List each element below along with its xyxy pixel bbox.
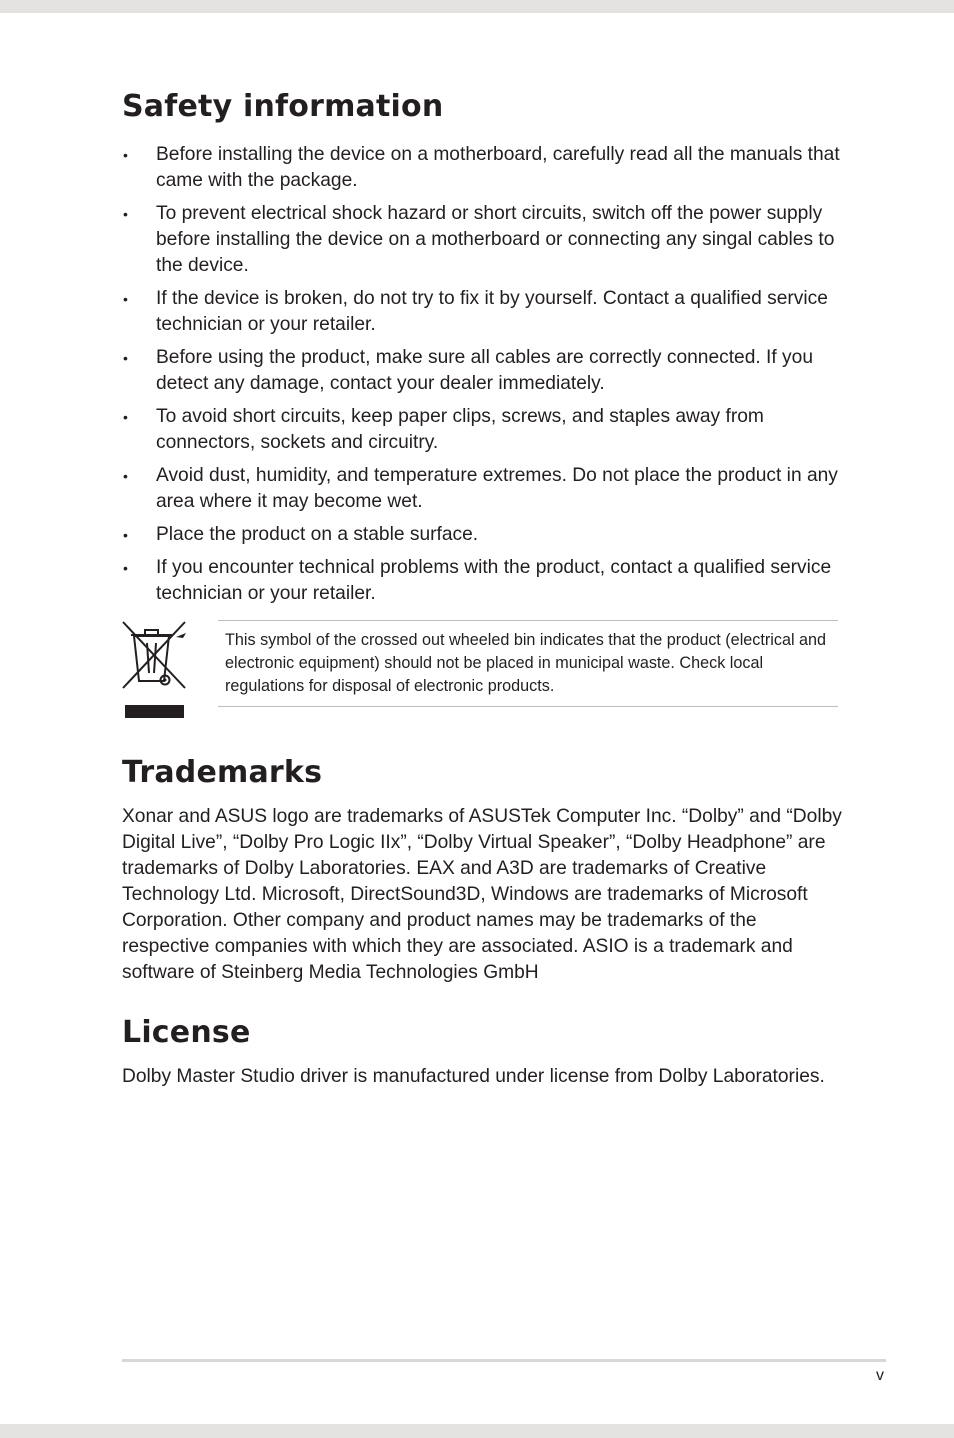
trademarks-heading: Trademarks [122,755,323,790]
weee-note-text: This symbol of the crossed out wheeled bin indicates that the product (electrical and electronic equipment) should not be placed in municipal waste. Check local regulations for disposal of electronic products. [225,631,827,695]
bullet-dot: • [123,206,128,222]
bullet-dot: • [123,147,128,163]
safety-bullet-text: If the device is broken, do not try to fix it by yourself. Contact a qualified service technician or your retailer. [156,288,828,335]
safety-bullet-item [122,345,842,397]
safety-information-heading: Safety information [122,89,444,124]
safety-bullet-item [122,142,842,194]
safety-bullet-text: Before installing the device on a motherboard, carefully read all the manuals that came with the package. [156,144,840,191]
bullet-dot: • [123,560,128,576]
safety-bullet-item [122,201,842,279]
bullet-dot: • [123,291,128,307]
bottom-band [0,1424,954,1438]
crossed-out-wheeled-bin-icon [120,619,188,721]
safety-bullet-text: Avoid dust, humidity, and temperature extremes. Do not place the product in any area where it may become wet. [156,465,838,512]
safety-bullet-text: Place the product on a stable surface. [156,524,479,545]
safety-bullet-text: If you encounter technical problems with the product, contact a qualified service technician or your retailer. [156,557,832,604]
bullet-dot: • [123,409,128,425]
bullet-dot: • [123,350,128,366]
weee-top-rule [218,620,838,621]
weee-bottom-rule [218,706,838,707]
bullet-dot: • [123,527,128,543]
license-text: Dolby Master Studio driver is manufactured under license from Dolby Laboratories. [122,1066,825,1087]
safety-bullet-list [122,142,842,614]
footer-rule [122,1359,886,1362]
weee-notice [120,619,840,721]
license-heading: License [122,1015,251,1050]
safety-bullet-text: Before using the product, make sure all cables are correctly connected. If you detect any damage, contact your dealer immediately. [156,347,813,394]
page-number: v [876,1367,884,1384]
trademarks-text: Xonar and ASUS logo are trademarks of ASUSTek Computer Inc. “Dolby” and “Dolby Digital Live”, “Dolby Pro Logic IIx”, “Dolby Virtual Speaker”, “Dolby Headphone” are trademarks of Dolby Laboratories. EAX and A3D are trademarks of Creative Technology Ltd. Microsoft, DirectSound3D, Windows are trademarks of Microsoft Corporation. Other company and product names may be trademarks of the respective companies with which they are associated. ASIO is a trademark and software of Steinberg Media Technologies GmbH [122,806,842,983]
safety-bullet-item [122,555,842,607]
safety-bullet-item [122,463,842,515]
safety-bullet-item [122,522,842,548]
safety-bullet-item [122,286,842,338]
bullet-dot: • [123,468,128,484]
safety-bullet-text: To prevent electrical shock hazard or short circuits, switch off the power supply before installing the device on a motherboard or connecting any singal cables to the device. [156,203,835,276]
safety-bullet-item [122,404,842,456]
safety-bullet-text: To avoid short circuits, keep paper clips, screws, and staples away from connectors, sockets and circuitry. [156,406,764,453]
top-band [0,0,954,13]
